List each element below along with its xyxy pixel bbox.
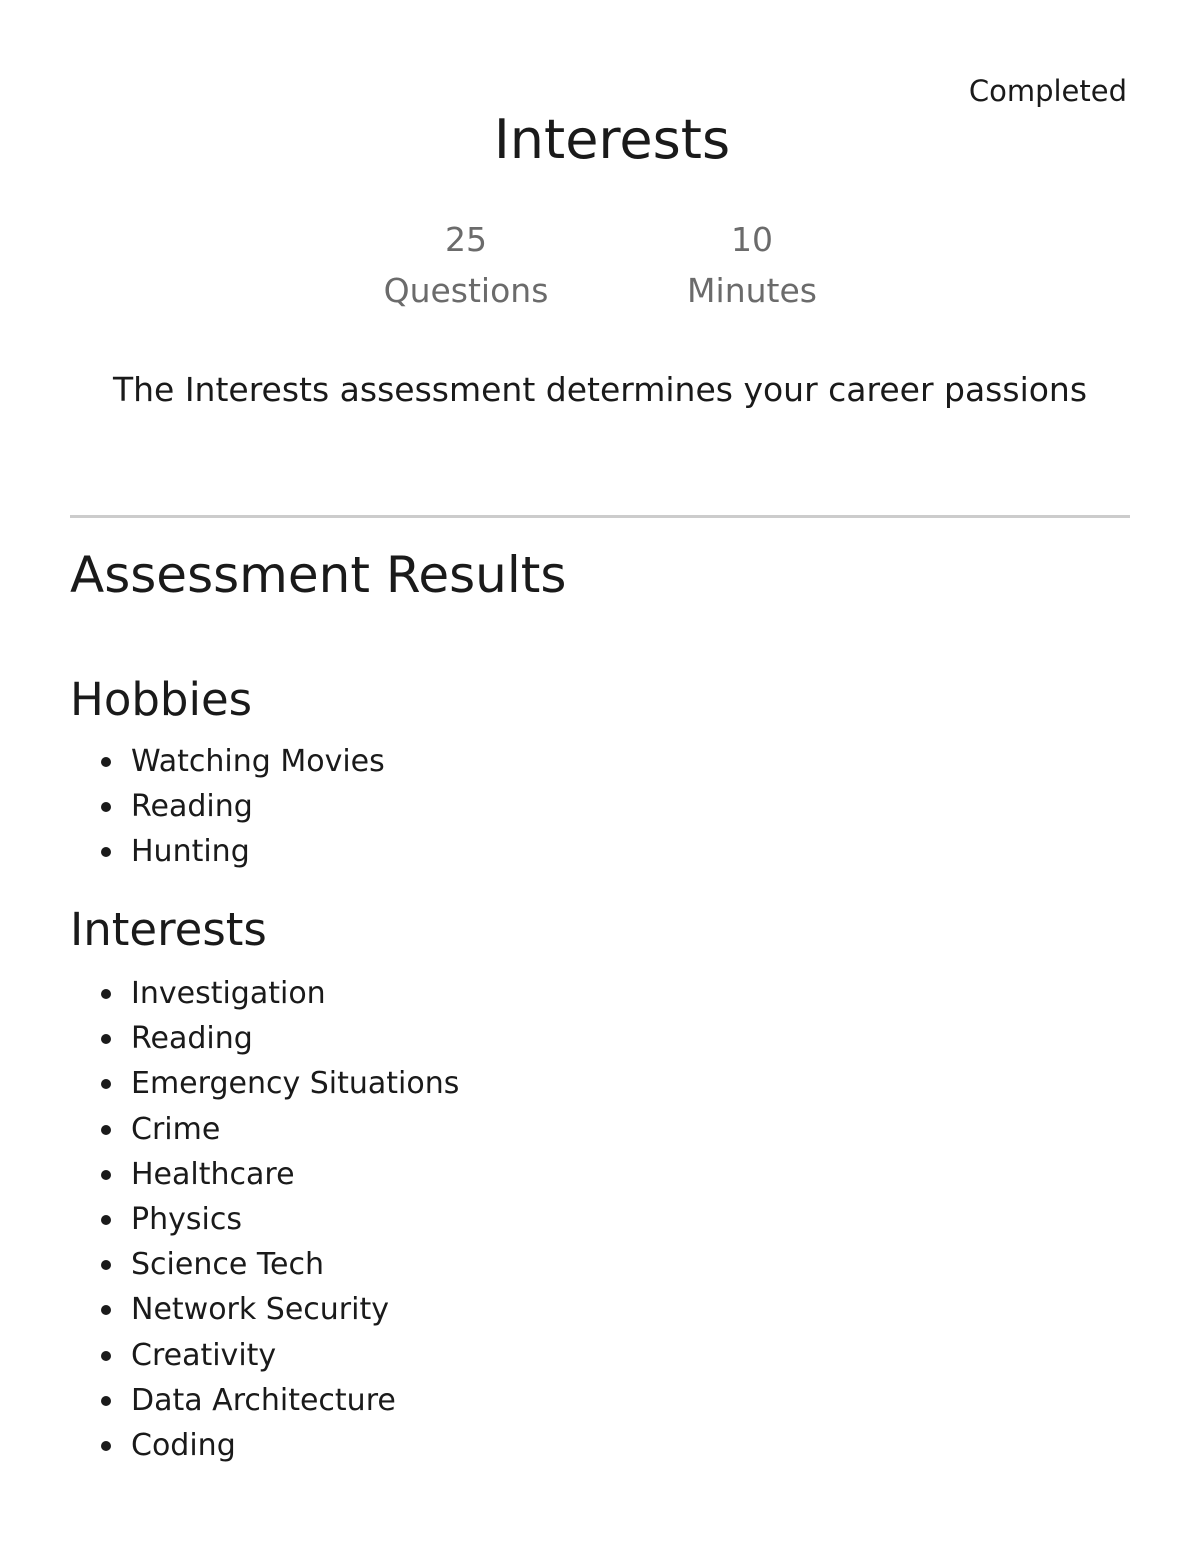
list-item [70, 1152, 459, 1197]
list-item [70, 1061, 459, 1106]
bullet-icon [101, 989, 111, 999]
bullet-icon [101, 1215, 111, 1225]
questions-count: 25 [445, 220, 487, 259]
list-item-label: Physics [131, 1201, 242, 1237]
list-item [70, 1287, 459, 1332]
list-item-label: Network Security [131, 1292, 389, 1328]
list-item [70, 971, 459, 1016]
section-divider [70, 515, 1130, 518]
bullet-icon [101, 757, 111, 767]
bullet-icon [101, 1396, 111, 1406]
hobbies-list [70, 739, 385, 875]
hobbies-heading: Hobbies [70, 673, 253, 726]
list-item-label: Watching Movies [131, 744, 385, 779]
list-item-label: Coding [131, 1427, 236, 1463]
minutes-label: Minutes [687, 271, 817, 310]
list-item-label: Science Tech [131, 1247, 325, 1283]
bullet-icon [101, 1260, 111, 1270]
questions-label: Questions [383, 271, 549, 310]
list-item-label: Healthcare [131, 1156, 295, 1192]
minutes-stat [652, 214, 852, 316]
minutes-count: 10 [731, 220, 773, 259]
bullet-icon [101, 1441, 111, 1451]
bullet-icon [101, 802, 111, 812]
list-item-label: Crime [131, 1111, 221, 1147]
bullet-icon [101, 1351, 111, 1361]
list-item [70, 1378, 459, 1423]
bullet-icon [101, 1305, 111, 1315]
status-label: Completed [968, 74, 1127, 108]
list-item [70, 784, 385, 829]
results-heading: Assessment Results [70, 546, 567, 604]
list-item-label: Investigation [131, 976, 326, 1011]
bullet-icon [101, 1170, 111, 1180]
list-item-label: Data Architecture [131, 1382, 396, 1418]
list-item [70, 1107, 459, 1152]
page-title: Interests [493, 108, 731, 171]
list-item [70, 829, 385, 874]
list-item [70, 739, 385, 784]
list-item [70, 1197, 459, 1242]
list-item-label: Hunting [131, 834, 250, 870]
questions-stat [366, 214, 566, 316]
list-item-label: Emergency Situations [131, 1066, 460, 1102]
list-item-label: Creativity [131, 1337, 277, 1373]
bullet-icon [101, 1034, 111, 1044]
interests-list [70, 971, 459, 1468]
list-item [70, 1333, 459, 1378]
list-item [70, 1242, 459, 1287]
bullet-icon [101, 847, 111, 857]
bullet-icon [101, 1125, 111, 1135]
list-item [70, 1423, 459, 1468]
list-item [70, 1016, 459, 1061]
assessment-description: The Interests assessment determines your career passions [112, 370, 1088, 409]
list-item-label: Reading [131, 789, 253, 825]
interests-heading: Interests [70, 903, 267, 956]
bullet-icon [101, 1079, 111, 1089]
list-item-label: Reading [131, 1021, 253, 1057]
